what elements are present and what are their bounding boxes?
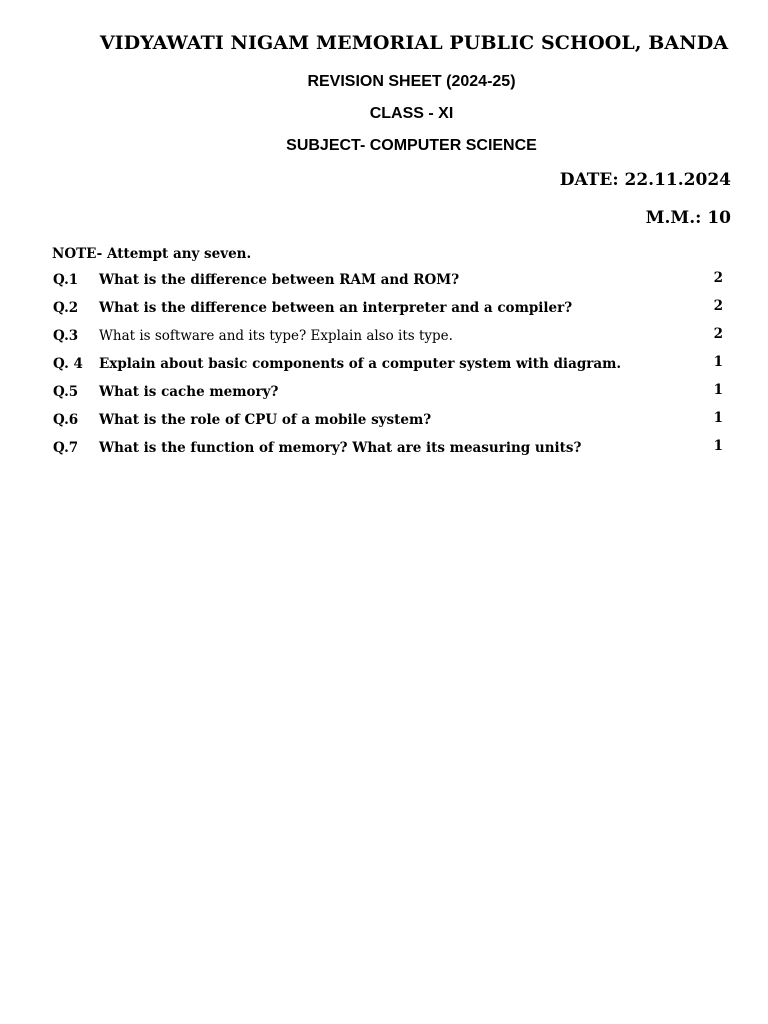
- question-number: Q.6: [53, 412, 79, 428]
- question-marks: 1: [713, 354, 723, 370]
- question-number: Q.7: [53, 440, 79, 456]
- max-marks: M.M.: 10: [645, 208, 731, 228]
- question-text: What is cache memory?: [99, 384, 279, 400]
- question-marks: 1: [713, 382, 723, 398]
- question-row: [53, 382, 733, 410]
- question-list: [53, 270, 733, 466]
- sheet-title: REVISION SHEET (2024-25): [307, 73, 516, 90]
- question-row: [53, 326, 733, 354]
- subject-line: SUBJECT- COMPUTER SCIENCE: [286, 137, 537, 154]
- question-marks: 1: [713, 438, 723, 454]
- question-text: What is software and its type? Explain also its type.: [99, 328, 453, 344]
- question-text: Explain about basic components of a computer system with diagram.: [99, 356, 622, 372]
- school-name: VIDYAWATI NIGAM MEMORIAL PUBLIC SCHOOL, BANDA: [99, 32, 729, 54]
- question-number: Q.5: [53, 384, 79, 400]
- question-number: Q.3: [53, 328, 79, 344]
- question-row: [53, 270, 733, 298]
- question-number: Q.1: [53, 272, 79, 288]
- question-marks: 1: [713, 410, 723, 426]
- question-number: Q.2: [53, 300, 79, 316]
- question-marks: 2: [713, 326, 723, 342]
- question-row: [53, 354, 733, 382]
- exam-date: DATE: 22.11.2024: [559, 170, 731, 190]
- class-line: CLASS - XI: [369, 105, 454, 122]
- question-row: [53, 438, 733, 466]
- question-row: [53, 410, 733, 438]
- question-text: What is the difference between an interpreter and a compiler?: [99, 300, 573, 316]
- question-row: [53, 298, 733, 326]
- question-number: Q. 4: [53, 356, 83, 372]
- question-text: What is the function of memory? What are its measuring units?: [99, 440, 582, 456]
- question-marks: 2: [713, 298, 723, 314]
- question-text: What is the role of CPU of a mobile system?: [99, 412, 432, 428]
- question-marks: 2: [713, 270, 723, 286]
- instruction-note: NOTE- Attempt any seven.: [52, 246, 252, 262]
- question-text: What is the difference between RAM and ROM?: [99, 272, 460, 288]
